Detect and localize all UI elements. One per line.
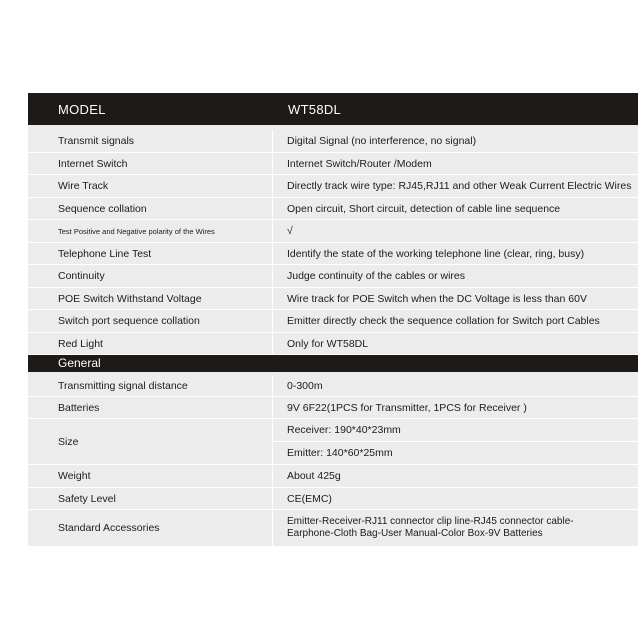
spec-value: CE(EMC) xyxy=(287,493,332,505)
accessories-line-1: Emitter-Receiver-RJ11 connector clip line-RJ45 connector cable- xyxy=(287,516,574,527)
model-header-value: WT58DL xyxy=(288,102,342,117)
general-section-title: General xyxy=(58,356,101,370)
size-receiver-value: Receiver: 190*40*23mm xyxy=(273,419,638,442)
spec-value: Open circuit, Short circuit, detection of cable line sequence xyxy=(272,198,638,220)
spec-value: Emitter directly check the sequence collation for Switch port Cables xyxy=(272,310,638,332)
spec-row-red-light xyxy=(28,333,638,356)
spec-label: Safety Level xyxy=(58,492,116,505)
spec-row-transmit-signals xyxy=(28,130,638,153)
general-spec-list xyxy=(28,375,638,547)
spec-label: Size xyxy=(58,435,79,448)
spec-value: Wire track for POE Switch when the DC Voltage is less than 60V xyxy=(272,288,638,310)
accessories-line-2: Earphone-Cloth Bag-User Manual-Color Box-9V Batteries xyxy=(287,528,543,539)
spec-value: Only for WT58DL xyxy=(272,333,638,355)
spec-value: 9V 6F22(1PCS for Transmitter, 1PCS for Receiver ) xyxy=(287,402,527,414)
spec-label: Batteries xyxy=(58,401,100,414)
spec-value: 0-300m xyxy=(287,380,323,392)
model-header-label: MODEL xyxy=(58,102,106,117)
spec-row-continuity xyxy=(28,265,638,288)
spec-value: Judge continuity of the cables or wires xyxy=(272,265,638,287)
spec-value: About 425g xyxy=(287,470,341,482)
spec-row-wire-track xyxy=(28,175,638,198)
spec-value: Digital Signal (no interference, no signal) xyxy=(272,130,638,152)
function-spec-list xyxy=(28,130,638,355)
spec-value: Identify the state of the working telephone line (clear, ring, busy) xyxy=(272,243,638,265)
spec-row-telephone-line-test xyxy=(28,243,638,266)
general-row-distance xyxy=(28,375,638,397)
general-row-weight xyxy=(28,465,638,488)
spec-value: Internet Switch/Router /Modem xyxy=(272,153,638,175)
spec-row-sequence-collation xyxy=(28,198,638,221)
general-row-accessories xyxy=(28,510,638,547)
spec-label: POE Switch Withstand Voltage xyxy=(58,292,202,305)
spec-label: Wire Track xyxy=(58,180,109,192)
spec-label: Transmitting signal distance xyxy=(58,379,188,392)
spec-label: Transmit signals xyxy=(58,135,135,147)
size-emitter-value: Emitter: 140*60*25mm xyxy=(287,447,393,459)
spec-label: Telephone Line Test xyxy=(58,247,152,260)
spec-row-polarity-test xyxy=(28,220,638,243)
general-section-header xyxy=(28,355,638,372)
spec-label: Switch port sequence collation xyxy=(58,315,200,327)
general-row-size xyxy=(28,419,638,465)
spec-value: Directly track wire type: RJ45,RJ11 and other Weak Current Electric Wires xyxy=(272,175,638,197)
spec-label: Continuity xyxy=(58,270,105,282)
spec-row-poe-switch xyxy=(28,288,638,311)
general-row-safety xyxy=(28,488,638,510)
check-mark: √ xyxy=(272,220,638,242)
spec-label: Sequence collation xyxy=(58,202,147,215)
spec-row-switch-port xyxy=(28,310,638,333)
spec-label: Internet Switch xyxy=(58,157,128,170)
spec-label: Test Positive and Negative polarity of the Wires xyxy=(58,227,215,236)
table-header xyxy=(28,93,638,125)
spec-label: Standard Accessories xyxy=(58,522,160,534)
general-row-batteries xyxy=(28,397,638,419)
spec-label: Weight xyxy=(58,470,91,482)
spec-label: Red Light xyxy=(58,337,103,350)
spec-row-internet-switch xyxy=(28,153,638,176)
